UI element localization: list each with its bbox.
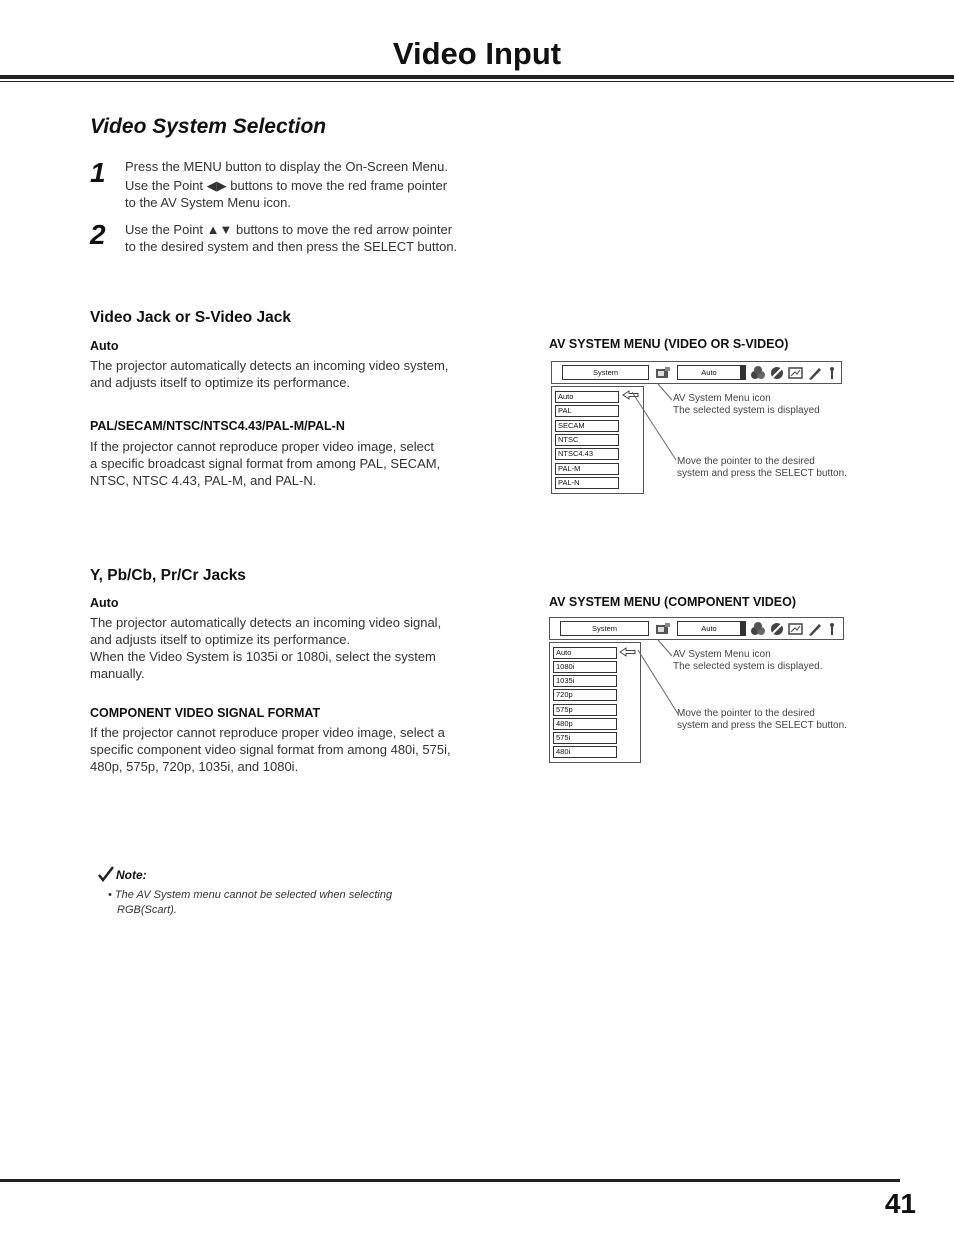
step-2-line-1: Use the Point ▲▼ buttons to move the red arrow pointer bbox=[125, 222, 453, 237]
menu1-title: AV SYSTEM MENU (VIDEO OR S-VIDEO) bbox=[549, 337, 789, 351]
menu1-annotation-2 bbox=[677, 456, 847, 480]
screen-icon[interactable] bbox=[788, 622, 804, 636]
setting-icon[interactable] bbox=[807, 366, 823, 380]
menu1-item[interactable]: PAL-M bbox=[555, 463, 619, 475]
component-auto-heading: Auto bbox=[90, 596, 119, 610]
menu2-ann1-line-1: AV System Menu icon bbox=[673, 649, 771, 660]
component-format-text bbox=[90, 724, 500, 775]
menu1-ann2-line-2: system and press the SELECT button. bbox=[677, 468, 847, 479]
menu2-ann1-line-2: The selected system is displayed. bbox=[673, 661, 823, 672]
component-auto-line-3: When the Video System is 1035i or 1080i, select the system bbox=[90, 649, 436, 664]
screen-icon[interactable] bbox=[788, 366, 804, 380]
header-rule-thin bbox=[0, 81, 954, 82]
video-jack-auto-line-2: and adjusts itself to optimize its performance. bbox=[90, 375, 351, 390]
menu2-item[interactable]: 480i bbox=[553, 746, 617, 758]
menu1-item[interactable]: NTSC bbox=[555, 434, 619, 446]
component-format-line-2: specific component video signal format from among 480i, 575i, bbox=[90, 742, 451, 757]
step-2-line-2: to the desired system and then press the SELECT button. bbox=[125, 239, 458, 254]
av-system-menu-icon[interactable] bbox=[655, 366, 671, 380]
step-1-line-2: Use the Point ◀▶ buttons to move the red frame pointer bbox=[125, 178, 448, 193]
menu1-item[interactable]: NTSC4.43 bbox=[555, 448, 619, 460]
menu1-ann2-line-1: Move the pointer to the desired bbox=[677, 456, 815, 467]
component-auto-line-1: The projector automatically detects an incoming video signal, bbox=[90, 615, 442, 630]
menu1-bar bbox=[551, 361, 842, 384]
video-jack-auto-text bbox=[90, 357, 500, 391]
step-2-text bbox=[125, 221, 505, 255]
video-jack-heading: Video Jack or S-Video Jack bbox=[90, 309, 292, 326]
step-1-line-1: Press the MENU button to display the On-Screen Menu. bbox=[125, 159, 448, 174]
menu2-title: AV SYSTEM MENU (COMPONENT VIDEO) bbox=[549, 595, 797, 609]
menu2-item[interactable]: 1080i bbox=[553, 661, 617, 673]
pal-line-3: NTSC, NTSC 4.43, PAL-M, and PAL-N. bbox=[90, 473, 317, 488]
av-system-menu-icon[interactable] bbox=[655, 622, 671, 636]
menu2-value-end bbox=[740, 621, 746, 636]
component-format-line-3: 480p, 575p, 720p, 1035i, and 1080i. bbox=[90, 759, 299, 774]
menu2-bar bbox=[549, 617, 844, 640]
menu1-item[interactable]: Auto bbox=[555, 391, 619, 403]
video-jack-auto-line-1: The projector automatically detects an incoming video system, bbox=[90, 358, 449, 373]
step-2-number: 2 bbox=[90, 219, 106, 250]
menu2-item[interactable]: 480p bbox=[553, 718, 617, 730]
note-line-1: • The AV System menu cannot be selected when selecting bbox=[108, 889, 393, 901]
info-icon[interactable] bbox=[826, 622, 838, 636]
pal-text bbox=[90, 438, 500, 489]
section-title: Video System Selection bbox=[90, 115, 327, 138]
menu1-annotation-1 bbox=[673, 393, 820, 417]
component-heading: Y, Pb/Cb, Pr/Cr Jacks bbox=[90, 567, 246, 584]
info-icon[interactable] bbox=[826, 366, 838, 380]
note-text bbox=[108, 888, 468, 918]
component-format-heading: COMPONENT VIDEO SIGNAL FORMAT bbox=[90, 706, 321, 720]
component-auto-text bbox=[90, 614, 500, 682]
menu1-item[interactable]: PAL bbox=[555, 405, 619, 417]
menu2-item[interactable]: 575i bbox=[553, 732, 617, 744]
checkmark-icon bbox=[97, 866, 115, 882]
menu2-ann2-line-1: Move the pointer to the desired bbox=[677, 708, 815, 719]
menu1-item[interactable]: PAL-N bbox=[555, 477, 619, 489]
pal-line-2: a specific broadcast signal format from among PAL, SECAM, bbox=[90, 456, 441, 471]
component-format-line-1: If the projector cannot reproduce proper video image, select a bbox=[90, 725, 445, 740]
video-jack-auto-heading: Auto bbox=[90, 339, 119, 353]
image-adjust-icon[interactable] bbox=[769, 366, 785, 380]
header-rule bbox=[0, 75, 954, 79]
setting-icon[interactable] bbox=[807, 622, 823, 636]
menu2-annotation-1 bbox=[673, 649, 823, 673]
menu2-annotation-2 bbox=[677, 708, 847, 732]
color-adjust-icon[interactable] bbox=[750, 366, 766, 380]
step-1-number: 1 bbox=[90, 157, 106, 188]
note-label: Note: bbox=[116, 868, 147, 882]
note-line-2: RGB(Scart). bbox=[117, 904, 177, 916]
menu2-value: Auto bbox=[677, 621, 741, 636]
menu1-item[interactable]: SECAM bbox=[555, 420, 619, 432]
color-adjust-icon[interactable] bbox=[750, 622, 766, 636]
menu1-ann1-line-1: AV System Menu icon bbox=[673, 393, 771, 404]
menu2-ann2-line-2: system and press the SELECT button. bbox=[677, 720, 847, 731]
menu2-item[interactable]: Auto bbox=[553, 647, 617, 659]
page-number: 41 bbox=[884, 1188, 916, 1219]
menu2-item[interactable]: 1035i bbox=[553, 675, 617, 687]
pal-line-1: If the projector cannot reproduce proper video image, select bbox=[90, 439, 434, 454]
menu2-item[interactable]: 575p bbox=[553, 704, 617, 716]
menu1-ann1-line-2: The selected system is displayed bbox=[673, 405, 820, 416]
step-1-text bbox=[125, 158, 505, 211]
component-auto-line-4: manually. bbox=[90, 666, 145, 681]
menu2-item[interactable]: 720p bbox=[553, 689, 617, 701]
component-auto-line-2: and adjusts itself to optimize its performance. bbox=[90, 632, 351, 647]
page-title: Video Input bbox=[392, 36, 562, 71]
menu2-system-label: System bbox=[560, 621, 649, 636]
menu1-value-end bbox=[740, 365, 746, 380]
pal-heading: PAL/SECAM/NTSC/NTSC4.43/PAL-M/PAL-N bbox=[90, 419, 345, 433]
menu1-system-label: System bbox=[562, 365, 649, 380]
image-adjust-icon[interactable] bbox=[769, 622, 785, 636]
footer-rule bbox=[0, 1179, 900, 1182]
step-1-line-3: to the AV System Menu icon. bbox=[125, 195, 291, 210]
menu1-value: Auto bbox=[677, 365, 741, 380]
